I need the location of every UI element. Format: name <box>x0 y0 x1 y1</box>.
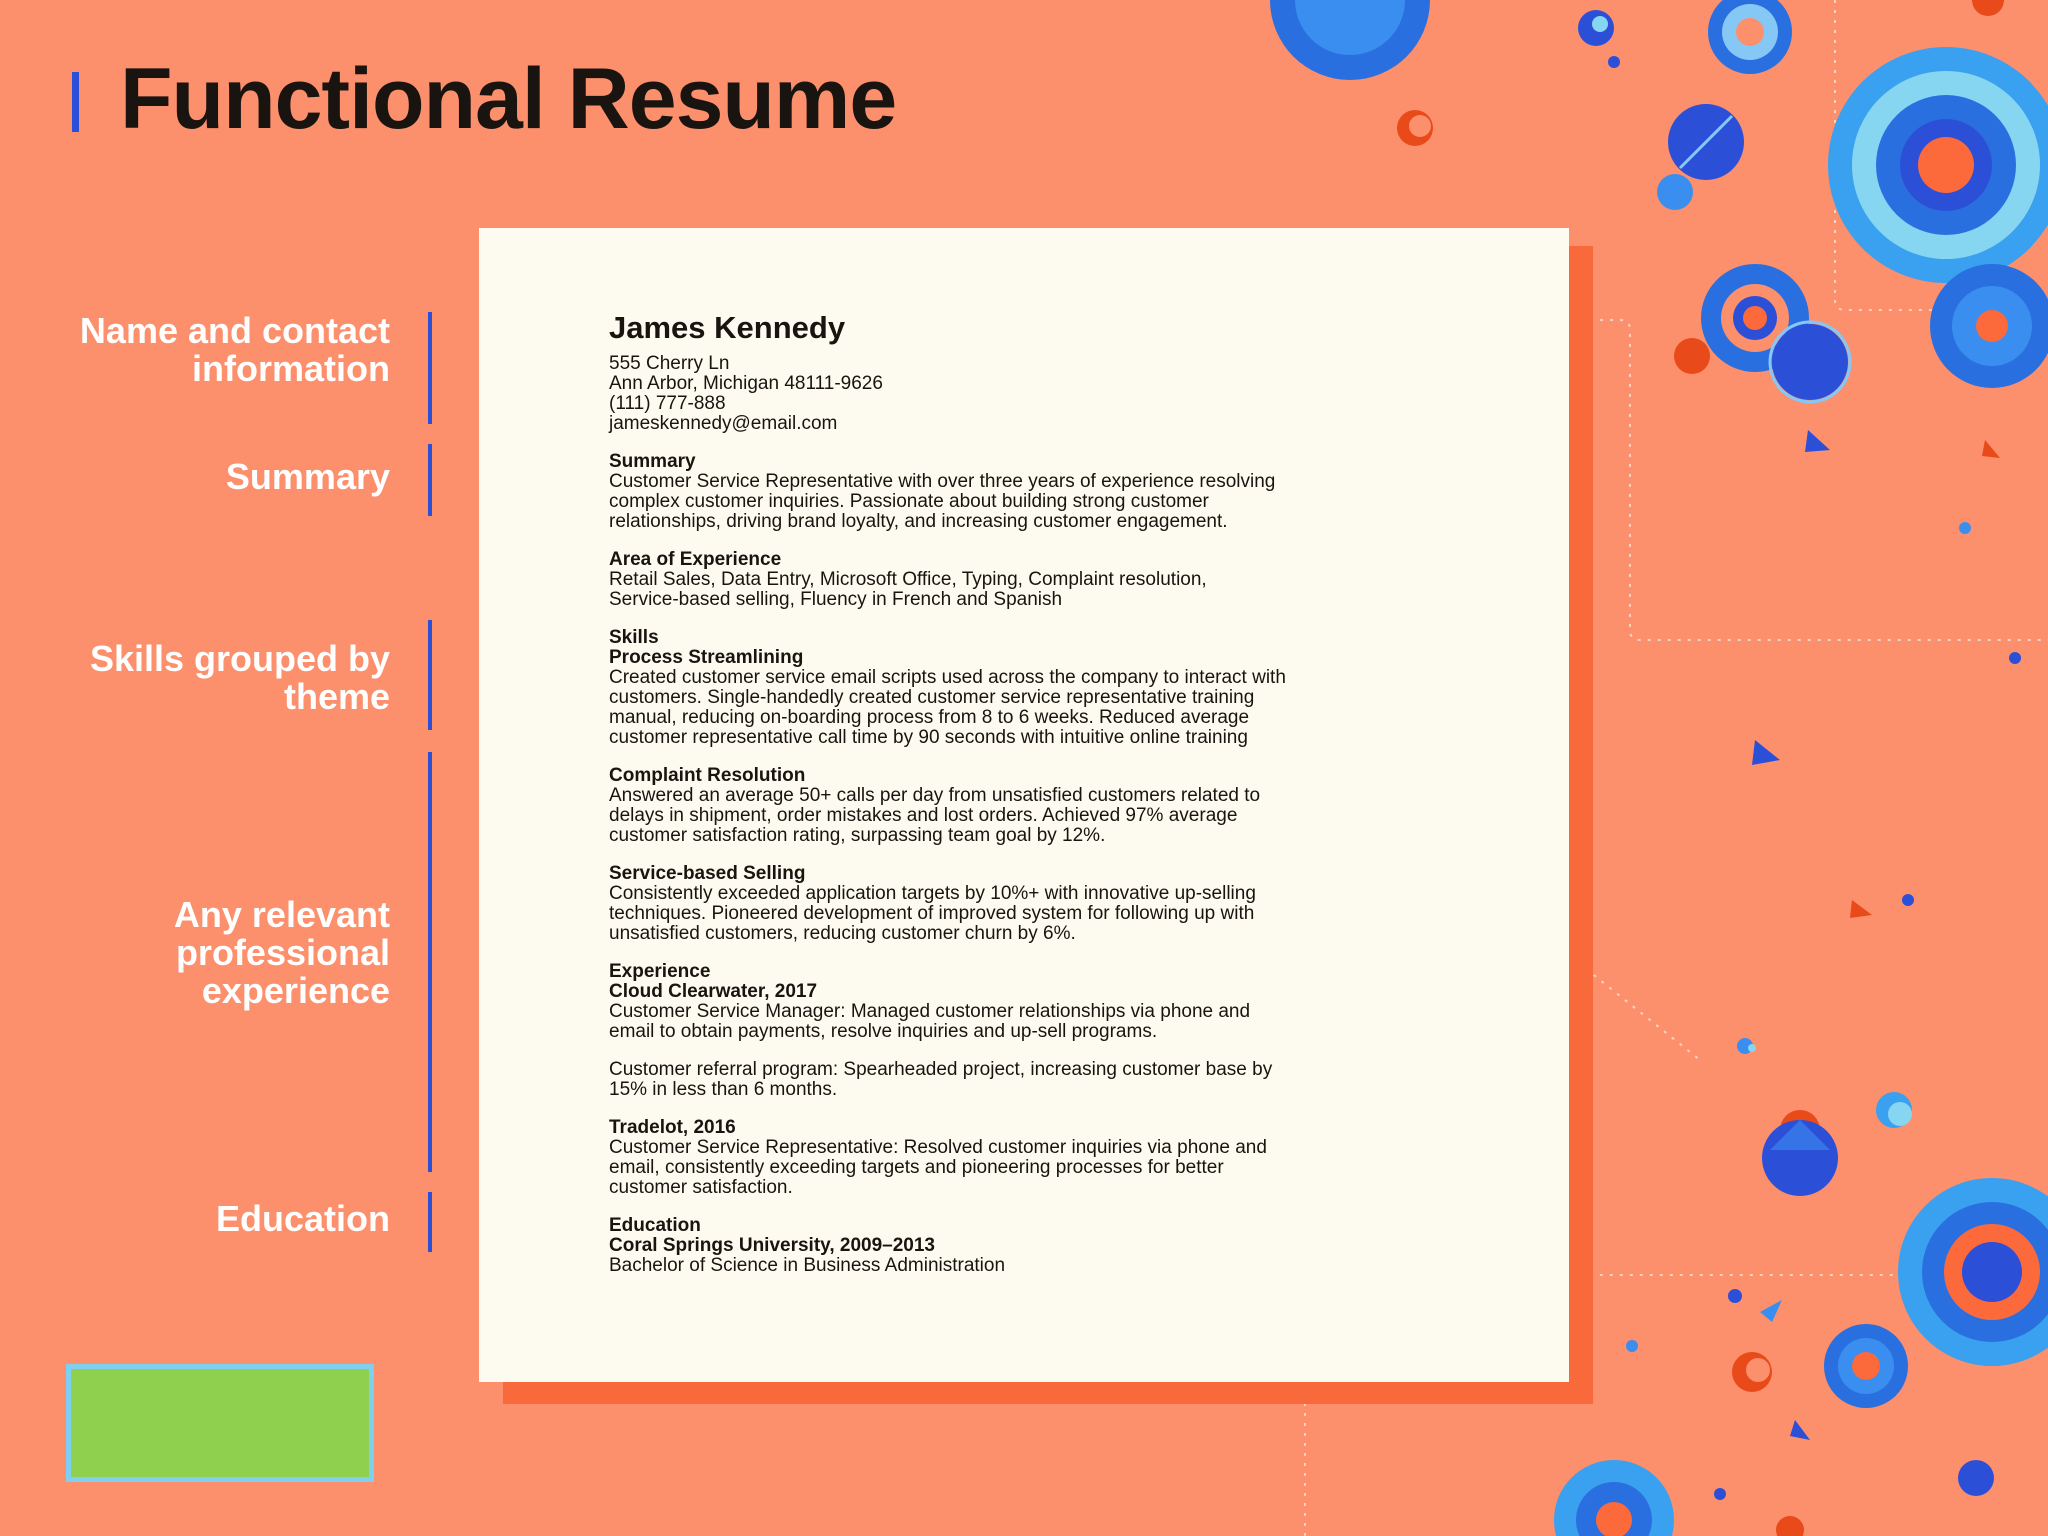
skill-line: manual, reducing on-boarding process from 8 to 6 weeks. Reduced average <box>609 707 1250 728</box>
bracket-education <box>428 1192 432 1252</box>
job-line: email, consistently exceeding targets and pioneering processes for better <box>609 1157 1224 1178</box>
job-line: 15% in less than 6 months. <box>609 1079 838 1100</box>
label-name-contact: Name and contact information <box>79 310 390 389</box>
title-accent-bar <box>72 72 79 132</box>
skill-group-complaint <box>609 766 1489 846</box>
skill-line: techniques. Pioneered development of improved system for following up with <box>609 903 1255 924</box>
page-title: Functional Resume <box>120 51 897 147</box>
skills-heading: Skills <box>609 627 659 648</box>
job-line: email to obtain payments, resolve inquiries and up-sell programs. <box>609 1021 1158 1042</box>
skill-line: customer representative call time by 90 seconds with intuitive online training <box>609 727 1248 748</box>
job-title: Cloud Clearwater, 2017 <box>609 981 818 1002</box>
area-heading: Area of Experience <box>609 549 782 570</box>
experience-section <box>609 962 1489 1042</box>
summary-section <box>609 452 1489 532</box>
bracket-experience <box>428 752 432 1172</box>
label-skills: Skills grouped by theme <box>89 638 390 717</box>
education-section <box>609 1216 1489 1276</box>
education-degree: Bachelor of Science in Business Administration <box>609 1255 1006 1276</box>
skill-group-selling <box>609 864 1489 944</box>
skill-line: Created customer service email scripts used across the company to interact with <box>609 667 1286 688</box>
education-school: Coral Springs University, 2009–2013 <box>609 1235 935 1256</box>
job-line: Customer referral program: Spearheaded project, increasing customer base by <box>609 1059 1273 1080</box>
job-line: customer satisfaction. <box>609 1177 793 1198</box>
skill-group-title: Complaint Resolution <box>609 765 806 786</box>
job-paragraph <box>609 1060 1489 1100</box>
bottom-right-circles <box>1554 1110 2048 1536</box>
contact-email: jameskennedy@email.com <box>609 413 838 434</box>
job-line: Customer Service Representative: Resolved customer inquiries via phone and <box>609 1137 1267 1158</box>
skill-line: customer satisfaction rating, surpassing team goal by 12%. <box>609 825 1106 846</box>
label-experience: Any relevant professional experience <box>173 894 390 1011</box>
skill-group-title: Process Streamlining <box>609 647 804 668</box>
contact-street: 555 Cherry Ln <box>609 353 730 374</box>
education-heading: Education <box>609 1215 701 1236</box>
contact-phone: (111) 777-888 <box>609 393 726 414</box>
green-placeholder-box <box>66 1364 374 1482</box>
skill-line: Answered an average 50+ calls per day from unsatisfied customers related to <box>609 785 1261 806</box>
resume-name: James Kennedy <box>609 310 846 345</box>
area-line: Retail Sales, Data Entry, Microsoft Office, Typing, Complaint resolution, <box>609 569 1207 590</box>
area-of-experience-section <box>609 550 1489 610</box>
area-line: Service-based selling, Fluency in French and Spanish <box>609 589 1063 610</box>
label-summary: Summary <box>225 456 390 497</box>
bracket-summary <box>428 444 432 516</box>
bracket-skills <box>428 620 432 730</box>
contact-city: Ann Arbor, Michigan 48111-9626 <box>609 373 883 394</box>
summary-line: relationships, driving brand loyalty, and increasing customer engagement. <box>609 511 1228 532</box>
skill-line: unsatisfied customers, reducing customer churn by 6%. <box>609 923 1076 944</box>
experience-heading: Experience <box>609 961 711 982</box>
skill-line: delays in shipment, order mistakes and lost orders. Achieved 97% average <box>609 805 1238 826</box>
right-middle-circles <box>1674 264 2048 1128</box>
label-education: Education <box>215 1198 390 1239</box>
skill-line: customers. Single-handedly created customer service representative training <box>609 687 1255 708</box>
job-tradelot <box>609 1118 1489 1198</box>
summary-line: complex customer inquiries. Passionate about building strong customer <box>609 491 1209 512</box>
job-title: Tradelot, 2016 <box>609 1117 736 1138</box>
summary-line: Customer Service Representative with over three years of experience resolving <box>609 471 1276 492</box>
skills-section <box>609 628 1489 748</box>
resume-document <box>479 228 1569 1382</box>
job-line: Customer Service Manager: Managed customer relationships via phone and <box>609 1001 1251 1022</box>
skill-line: Consistently exceeded application targets by 10%+ with innovative up-selling <box>609 883 1256 904</box>
bracket-name-contact <box>428 312 432 424</box>
summary-heading: Summary <box>609 451 696 472</box>
skill-group-title: Service-based Selling <box>609 863 806 884</box>
